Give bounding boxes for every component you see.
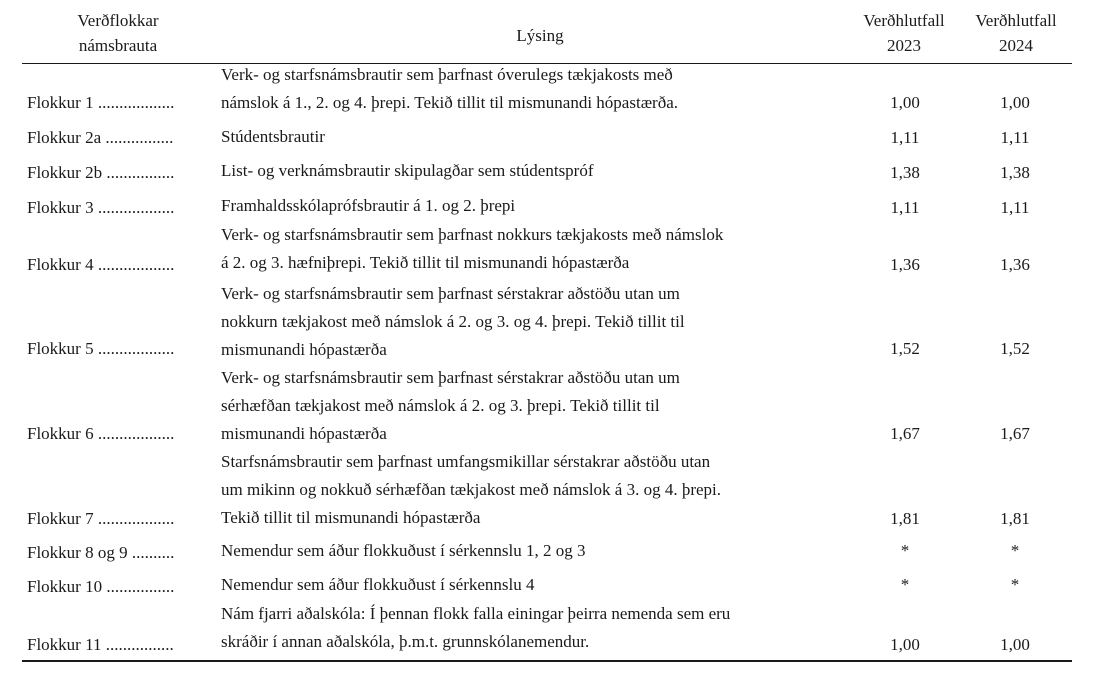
row-4-value-2024: 1,36 [1000, 255, 1030, 274]
row-5-value-2023: 1,52 [890, 339, 920, 358]
row-11-value-2024: 1,00 [1000, 635, 1030, 654]
row-5-value-2024: 1,52 [1000, 339, 1030, 358]
row-5-description: Verk- og starfsnámsbrautir sem þarfnast sérstakrar aðstöðu utan um nokkurn tækjakost með námslok á 2. og 3. og 4. þrepi. Tekið tillit til mismunandi hópastærða [221, 284, 685, 359]
row-6-description: Verk- og starfsnámsbrautir sem þarfnast sérstakrar aðstöðu utan um sérhæfðan tækjakost með námslok á 2. og 3. þrepi. Tekið tillit til mismunandi hópastærða [221, 368, 680, 443]
row-8-9-category: Flokkur 8 og 9 .......... [27, 543, 175, 562]
row-3-value-2023: 1,11 [890, 198, 920, 217]
row-8-9-description: Nemendur sem áður flokkuðust í sérkennslu 1, 2 og 3 [221, 541, 586, 560]
row-3-description: Framhaldsskólaprófsbrautir á 1. og 2. þrepi [221, 196, 516, 215]
row-2b-category: Flokkur 2b ................ [27, 163, 175, 182]
header-category-line1: Verðflokkar [77, 11, 159, 30]
row-2a-description: Stúdentsbrautir [221, 127, 325, 146]
bottom-rule [22, 660, 1072, 662]
row-1-value-2023: 1,00 [890, 93, 920, 112]
row-6-value-2023: 1,67 [890, 424, 920, 443]
row-11-value-2023: 1,00 [890, 635, 920, 654]
row-1-value-2024: 1,00 [1000, 93, 1030, 112]
header-2024-line1: Verðhlutfall [975, 11, 1057, 30]
row-1-description: Verk- og starfsnámsbrautir sem þarfnast óverulegs tækjakosts með námslok á 1., 2. og 4. þrepi. Tekið tillit til mismunandi hópastærða. [221, 65, 678, 112]
row-1-category: Flokkur 1 .................. [27, 93, 175, 112]
header-description: Lýsing [516, 26, 564, 45]
row-11-description: Nám fjarri aðalskóla: Í þennan flokk falla einingar þeirra nemenda sem eru skráðir í annan aðalskóla, þ.m.t. grunnskólanemendur. [221, 604, 731, 651]
row-2a-category: Flokkur 2a ................ [27, 128, 174, 147]
header-category-line2: námsbrauta [78, 36, 158, 55]
header-category [48, 8, 188, 58]
row-2b-description: List- og verknámsbrautir skipulagðar sem stúdentspróf [221, 161, 594, 180]
header-2024 [960, 8, 1072, 58]
row-11-category: Flokkur 11 ................ [27, 635, 174, 654]
header-2023-line1: Verðhlutfall [863, 11, 945, 30]
row-2a-value-2024: 1,11 [1000, 128, 1030, 147]
row-7-value-2023: 1,81 [890, 509, 920, 528]
row-7-description: Starfsnámsbrautir sem þarfnast umfangsmikillar sérstakrar aðstöðu utan um mikinn og nokkuð sérhæfðan tækjakost með námslok á 3. og 4. þrepi. Tekið tillit til mismunandi hópastærða [221, 452, 722, 527]
row-7-value-2024: 1,81 [1000, 509, 1030, 528]
row-10-category: Flokkur 10 ................ [27, 577, 175, 596]
row-6-value-2024: 1,67 [1000, 424, 1030, 443]
row-4-value-2023: 1,36 [890, 255, 920, 274]
header-2024-line2: 2024 [999, 36, 1033, 55]
row-2b-value-2024: 1,38 [1000, 163, 1030, 182]
row-10-value-2024: * [1010, 575, 1020, 594]
row-7-category: Flokkur 7 .................. [27, 509, 175, 528]
row-10-description: Nemendur sem áður flokkuðust í sérkennslu 4 [221, 575, 535, 594]
row-3-category: Flokkur 3 .................. [27, 198, 175, 217]
row-4-category: Flokkur 4 .................. [27, 255, 175, 274]
row-4-description: Verk- og starfsnámsbrautir sem þarfnast nokkurs tækjakosts með námslok á 2. og 3. hæfniþrepi. Tekið tillit til mismunandi hópastærða [221, 225, 724, 272]
row-2b-value-2023: 1,38 [890, 163, 920, 182]
row-8-9-value-2023: * [900, 541, 910, 560]
row-8-9-value-2024: * [1010, 541, 1020, 560]
row-2a-value-2023: 1,11 [890, 128, 920, 147]
header-2023-line2: 2023 [887, 36, 921, 55]
row-10-value-2023: * [900, 575, 910, 594]
row-3-value-2024: 1,11 [1000, 198, 1030, 217]
row-6-category: Flokkur 6 .................. [27, 424, 175, 443]
row-5-category: Flokkur 5 .................. [27, 339, 175, 358]
header-2023 [848, 8, 960, 58]
